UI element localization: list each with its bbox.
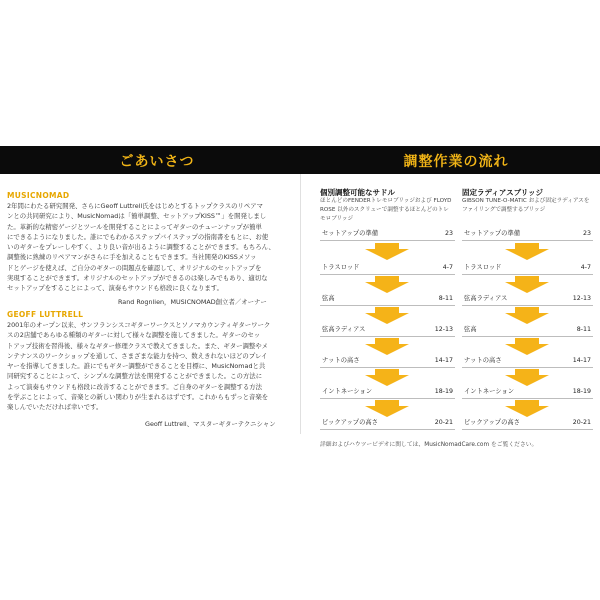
footer-note: 詳細およびハウツービデオに関しては、MusicNomadCare.com をご覧ください。 [320, 442, 538, 448]
step-pages: 23 [582, 230, 591, 237]
step-pages: 18-19 [434, 388, 453, 395]
subtitle-line: ほとんどのFENDERトレモロブリッジおよび FLOYD [320, 198, 452, 204]
step-row [462, 386, 593, 399]
down-arrow-icon [498, 338, 556, 355]
down-arrow-icon [358, 369, 416, 386]
step-label: イントネーション [464, 388, 515, 395]
section-heading-musicnomad: MUSICNOMAD [7, 191, 70, 200]
column-title-fixed-radius-bridge: 固定ラディアスブリッジ [462, 188, 543, 197]
step-pages: 8-11 [576, 326, 591, 333]
step-pages: 12-13 [434, 326, 453, 333]
step-row [320, 324, 455, 337]
step-pages: 4-7 [580, 264, 591, 271]
paragraph-line: セットアップをすることによって、演奏もサウンドも格段に良くなります。 [7, 284, 223, 293]
geoff-signature: Geoff Luttrell、マスターギターテクニシャン [145, 420, 276, 428]
geoff-paragraph [7, 320, 290, 413]
column-divider [300, 174, 301, 434]
step-label: セットアップの準備 [464, 230, 521, 237]
paragraph-line: ヤーを指導してきました。誰にでもギター調整ができることを目標に、MusicNomadと共 [7, 362, 266, 371]
step-label: 弦高 [464, 326, 477, 333]
step-row [320, 228, 455, 241]
step-pages: 14-17 [434, 357, 453, 364]
step-row [462, 228, 593, 241]
down-arrow-icon [498, 243, 556, 260]
down-arrow-icon [358, 338, 416, 355]
down-arrow-icon [498, 276, 556, 293]
step-label: ナットの高さ [322, 357, 360, 364]
paragraph-line: にできるようになりました。誰にでもわかるステップバイステップの指南書をもとに、お使 [7, 232, 269, 241]
down-arrow-icon [498, 400, 556, 417]
step-row [462, 324, 593, 337]
step-row [320, 262, 455, 275]
step-row [462, 355, 593, 368]
paragraph-line: 2年間にわたる研究開発、さらにGeoff Luttrell氏をはじめとするトップクラスのリペアマ [7, 202, 263, 210]
down-arrow-icon [358, 307, 416, 324]
down-arrow-icon [358, 243, 416, 260]
column-title-adjustable-saddles: 個別調整可能なサドル [320, 188, 395, 197]
paragraph-line: トアップ技術を習得後、様々なギター修理クラスで教えてきました。また、ギター調整やメ [7, 341, 269, 350]
musicnomad-paragraph [7, 201, 290, 294]
subtitle-line: ROSE 以外のスクリューで調整するほとんどのトレ [320, 206, 449, 213]
paragraph-line: いのギターをプレーしやすく、より良い音が出るように調整することができます。もちろん、 [7, 243, 275, 252]
workflow-heading: 調整作業の流れ [403, 154, 509, 170]
step-row [462, 417, 593, 430]
down-arrow-icon [498, 307, 556, 324]
down-arrow-icon [358, 276, 416, 293]
step-row [320, 355, 455, 368]
subtitle-line: GIBSON TUNE-O-MATIC および固定ラディアスを [462, 198, 590, 204]
down-arrow-icon [498, 369, 556, 386]
step-label: 弦高ラディアス [464, 295, 508, 302]
paragraph-line: 実現することができます。オリジナルのセットアップができるのは楽しみでもあり、適切な [7, 274, 268, 283]
column-subtitle-fixed-radius-bridge [462, 197, 589, 215]
step-pages: 14-17 [572, 357, 591, 364]
paragraph-line: た。革新的な精密ゲージとツールを開発することによってギターのチューンナップが簡単 [7, 222, 262, 231]
step-label: ピックアップの高さ [464, 419, 520, 426]
paragraph-line: ンとの共同研究により、MusicNomadは「簡単調整、セットアップKISS™」を開発しまし [7, 212, 267, 221]
paragraph-line: を学ぶことによって、音楽との新しい関わりが生まれるはずです。これからもずっと音楽を [7, 393, 269, 402]
step-row [462, 293, 593, 306]
paragraph-line: 同研究することによって、シンプルな調整方法を開発することができました。この方法に [7, 372, 263, 381]
column-subtitle-adjustable-saddles [320, 197, 451, 223]
step-pages: 8-11 [438, 295, 453, 302]
step-row [320, 417, 455, 430]
step-pages: 20-21 [572, 419, 591, 426]
paragraph-line: 楽しんでいただければ幸いです。 [7, 403, 103, 412]
step-label: ピックアップの高さ [322, 419, 378, 426]
step-label: ナットの高さ [464, 357, 502, 364]
paragraph-line: 調整後に熟練のリペアマンがさらに手を加えることもできます。当社開発のKISSメソッ [7, 253, 257, 262]
subtitle-line: モロブリッジ [320, 215, 354, 222]
step-pages: 18-19 [572, 388, 591, 395]
step-row [462, 262, 593, 275]
step-pages: 12-13 [572, 295, 591, 302]
paragraph-line: スの2店舗であらゆる種類のギターに対して様々な調整を施してきました。ギターのセッ [7, 331, 261, 340]
step-row [320, 386, 455, 399]
step-label: 弦高ラディアス [322, 326, 366, 333]
musicnomad-signature: Rand Rognlien，MUSICNOMAD創立者／オーナー [118, 298, 267, 306]
greeting-heading: ごあいさつ [119, 154, 195, 170]
step-label: セットアップの準備 [322, 230, 379, 237]
paragraph-line: 2001年のオープン以来、サンフランシスコギターワークスとソノマカウンティギターワーク [7, 321, 271, 329]
section-heading-geoff-luttrell: GEOFF LUTTRELL [7, 310, 84, 319]
step-pages: 23 [444, 230, 453, 237]
subtitle-line: ファイリングで調整するブリッジ [462, 206, 546, 213]
step-label: トラスロッド [464, 264, 502, 271]
paragraph-line: よって演奏もサウンドも格段に改善することができます。ご自身のギターを調整する方法 [7, 382, 263, 391]
paragraph-line: ンテナンスのワークショップを通して、さまざまな能力を持つ、数えきれないほどのプレイ [7, 351, 268, 360]
step-label: イントネーション [322, 388, 373, 395]
step-pages: 4-7 [442, 264, 453, 271]
title-banner [0, 146, 600, 174]
down-arrow-icon [358, 400, 416, 417]
step-pages: 20-21 [434, 419, 453, 426]
step-row [320, 293, 455, 306]
step-label: トラスロッド [322, 264, 360, 271]
paragraph-line: ドとゲージを使えば、ご自分のギターの問題点を確認して、オリジナルのセットアップを [7, 263, 262, 272]
step-label: 弦高 [322, 295, 335, 302]
